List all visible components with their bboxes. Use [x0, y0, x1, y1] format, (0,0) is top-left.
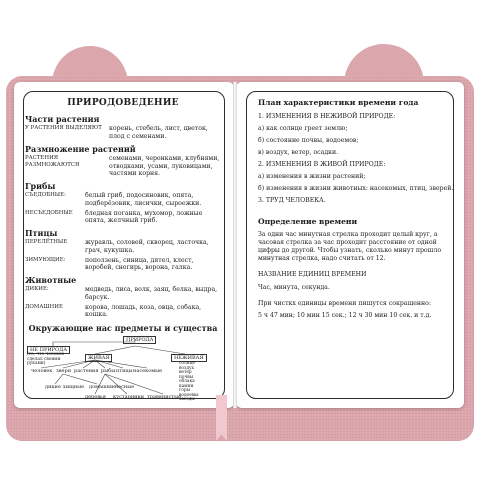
- mushrooms-edible-row: [25, 192, 221, 208]
- living-group-item: птицы: [116, 368, 133, 374]
- plant-type-item: травянистые: [147, 394, 182, 400]
- plant-type-item: деревья: [85, 394, 106, 400]
- birds-heading: Птицы: [25, 228, 58, 238]
- nonliving-item: солнце: [179, 361, 195, 366]
- nonliving-item: облака: [179, 379, 195, 384]
- nonliving-node: НЕЖИВАЯ: [171, 354, 207, 362]
- row-value: поползень, синица, дятел, клест, воробей, снегирь, ворона, галка.: [85, 256, 194, 272]
- row-label: У РАСТЕНИЯ ВЫДЕЛЯЮТ: [25, 125, 102, 132]
- living-group-item: растения: [74, 368, 99, 374]
- nonliving-item: камни: [179, 383, 194, 389]
- extra-node: лесные: [115, 384, 135, 390]
- extra-node: хищные: [63, 384, 85, 390]
- nonliving-item: горы: [179, 388, 191, 393]
- row-value: медведь, лиса, волк, заяц, белка, выдра, барсук.: [85, 286, 218, 301]
- units-text: Час, минута, секунда.: [258, 283, 330, 291]
- nonliving-item: водоемы: [179, 392, 199, 398]
- abbr-example: 5 ч 47 мин; 10 мин 15 сек.; 12 ч 30 мин 10 сек. и т.д.: [258, 311, 432, 319]
- not-nature-node: НЕ ПРИРОДА: [27, 346, 70, 354]
- nonliving-item: ветер: [179, 370, 192, 375]
- living-node: ЖИВАЯ: [85, 354, 112, 362]
- nonliving-list: [179, 362, 199, 403]
- plant-parts-heading: Части растения: [25, 114, 100, 125]
- mushrooms-heading: Грибы: [25, 181, 56, 191]
- row-label: НЕСЪЕДОБНЫЕ: [25, 209, 73, 216]
- animals-domestic-row: [25, 304, 221, 320]
- nature-node: ПРИРОДА: [123, 336, 156, 344]
- mushrooms-inedible-row: [25, 210, 221, 226]
- row-label: ЗИМУЮЩИЕ:: [25, 256, 66, 263]
- plan-section-2: 2. ИЗМЕНЕНИЯ В ЖИВОЙ ПРИРОДЕ:: [258, 161, 386, 169]
- row-label: ДОМАШНИЕ: [25, 303, 63, 310]
- living-group-item: рыбы: [101, 368, 116, 374]
- row-value: корень, стебель, лист, цветок, плод с семенами.: [109, 125, 208, 140]
- living-group-item: человек: [31, 368, 53, 374]
- right-page-content: [258, 96, 454, 324]
- page-gutter: [233, 82, 237, 408]
- wild-node: дикие: [45, 384, 61, 390]
- not-nature-note: (то, что человек сделал своими руками): [27, 352, 64, 367]
- plant-parts-row: [25, 125, 221, 141]
- animals-wild-row: [25, 286, 221, 302]
- row-value: белый гриб, подосиновик, опята, подберёзовик, лисички, сыроежки.: [85, 192, 202, 207]
- plan-item: б) состояние почвы, водоемов;: [258, 136, 359, 144]
- plan-heading: План характеристики времени года: [258, 98, 419, 107]
- birds-migratory-row: [25, 239, 221, 255]
- reproduction-row: [25, 155, 221, 178]
- row-label: ДИКИЕ:: [25, 286, 49, 292]
- page-title: ПРИРОДОВЕДЕНИЕ: [67, 98, 179, 108]
- abbr-text: При чисткх единицы времени пишутся сокращенно:: [258, 299, 431, 307]
- animals-heading: Животные: [25, 275, 77, 285]
- row-value: бледная поганка, мухомор, ложные опята, желчный гриб.: [85, 209, 203, 225]
- plan-item: а) изменения в жизни растений;: [258, 173, 366, 181]
- plan-item: б) изменения в жизни животных: насекомых, птиц, зверей.: [258, 185, 454, 193]
- living-group-item: насекомые: [133, 368, 163, 374]
- left-page-content: [25, 96, 221, 404]
- row-label: РАСТЕНИЯ РАЗМНОЖАЮТСЯ: [25, 154, 80, 168]
- nature-diagram: [25, 336, 221, 404]
- nonliving-item: воздух: [179, 365, 194, 371]
- plan-section-1: 1. ИЗМЕНЕНИЯ В НЕЖИВОЙ ПРИРОДЕ:: [258, 112, 396, 120]
- row-label: СЪЕДОБНЫЕ:: [25, 192, 66, 198]
- birds-wintering-row: [25, 257, 221, 273]
- time-text: За одни час минутная стрелка проходит целый круг, а часовая стрелка за час проходит расстояние от одной цифры до другой. Чтобы узнать, сколько минут прошло минутная стрелка, надо считать от 12.: [258, 231, 442, 263]
- units-heading: НАЗВАНИЕ ЕДИНИЦ ВРЕМЕНИ: [258, 271, 367, 279]
- time-heading: Определение времени: [258, 217, 358, 227]
- domestic-node: домашние: [89, 384, 117, 390]
- row-value: журавль, соловей, скворец, ласточка, грач, кукушка.: [85, 239, 209, 254]
- plan-item: а) как солнце греет землю;: [258, 124, 348, 132]
- plan-section-3: 3. ТРУД ЧЕЛОВЕКА.: [258, 197, 326, 205]
- row-value: семенами, черенками, клубнями, отводками, усами, луковицами, частями корня.: [109, 154, 220, 178]
- reproduction-heading: Размножение растений: [25, 143, 136, 154]
- nonliving-item: почвы: [179, 374, 194, 380]
- living-group-item: звери: [56, 368, 72, 374]
- plant-type-item: кустарники: [113, 394, 144, 400]
- nonliving-item: звезды: [179, 397, 195, 402]
- plan-item: в) воздух, ветер, осадки.: [258, 149, 339, 157]
- row-label: ПЕРЕЛЁТНЫЕ: [25, 239, 68, 245]
- surroundings-heading: Окружающие нас предметы и существа: [28, 323, 218, 333]
- row-value: корова, лошадь, коза, овца, собака, кошка.: [85, 303, 202, 319]
